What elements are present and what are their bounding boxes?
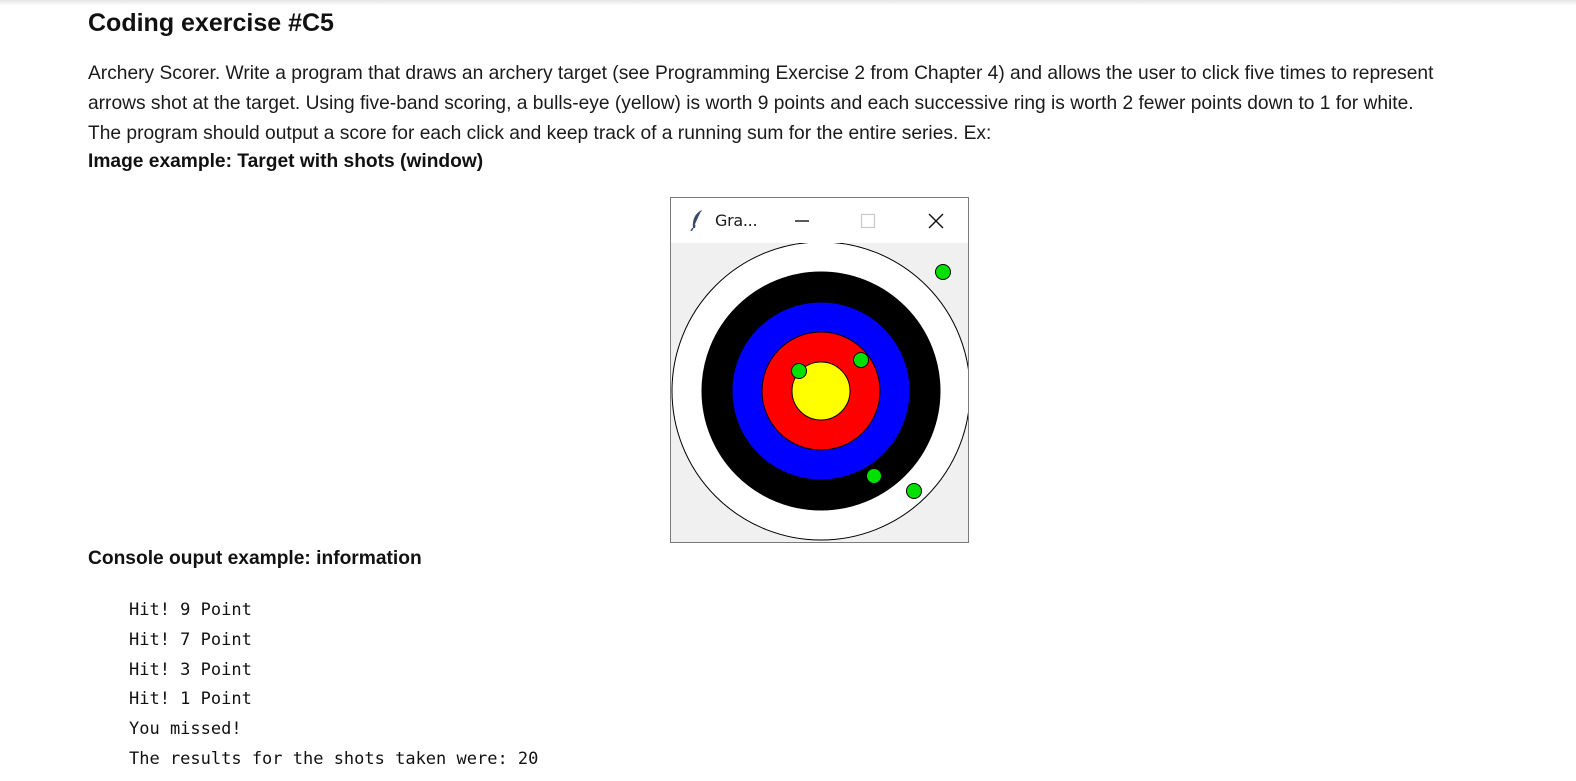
console-example-heading: Console ouput example: information [88, 548, 422, 569]
console-line: Hit! 7 Point [129, 629, 252, 650]
target-canvas[interactable] [671, 243, 968, 542]
window-titlebar[interactable] [671, 198, 968, 243]
exercise-description [88, 59, 1564, 149]
console-line: Hit! 1 Point [129, 689, 252, 710]
close-icon[interactable] [923, 208, 949, 234]
console-line: Hit! 3 Point [129, 659, 252, 680]
shot-marker [792, 364, 807, 379]
window-title: Gra... [715, 211, 758, 230]
description-line: arrows shot at the target. Using five-band scoring, a bulls-eye (yellow) is worth 9 points and each successive ring is worth 2 fewer points down to 1 for white. [88, 93, 1414, 114]
description-line: Archery Scorer. Write a program that draws an archery target (see Programming Exercise 2 from Chapter 4) and allows the user to click five times to represent [88, 63, 1434, 84]
console-line: The results for the shots taken were: 20 [129, 748, 539, 769]
shot-marker [867, 469, 882, 484]
description-line: The program should output a score for each click and keep track of a running sum for the entire series. Ex: [88, 123, 992, 144]
console-line: Hit! 9 Point [129, 600, 252, 620]
top-shadow [0, 0, 1576, 6]
graphics-window [670, 197, 969, 543]
page-title: Coding exercise #C5 [88, 9, 334, 37]
shot-marker [854, 353, 869, 368]
shot-marker [936, 265, 951, 280]
minimize-icon[interactable] [789, 208, 815, 234]
console-line: You missed! [129, 719, 242, 740]
maximize-icon[interactable] [855, 208, 881, 234]
archery-target [671, 243, 968, 542]
tk-feather-icon [689, 209, 705, 231]
image-example-heading: Image example: Target with shots (window) [88, 151, 484, 172]
console-output [129, 596, 538, 775]
shot-marker [907, 484, 922, 499]
